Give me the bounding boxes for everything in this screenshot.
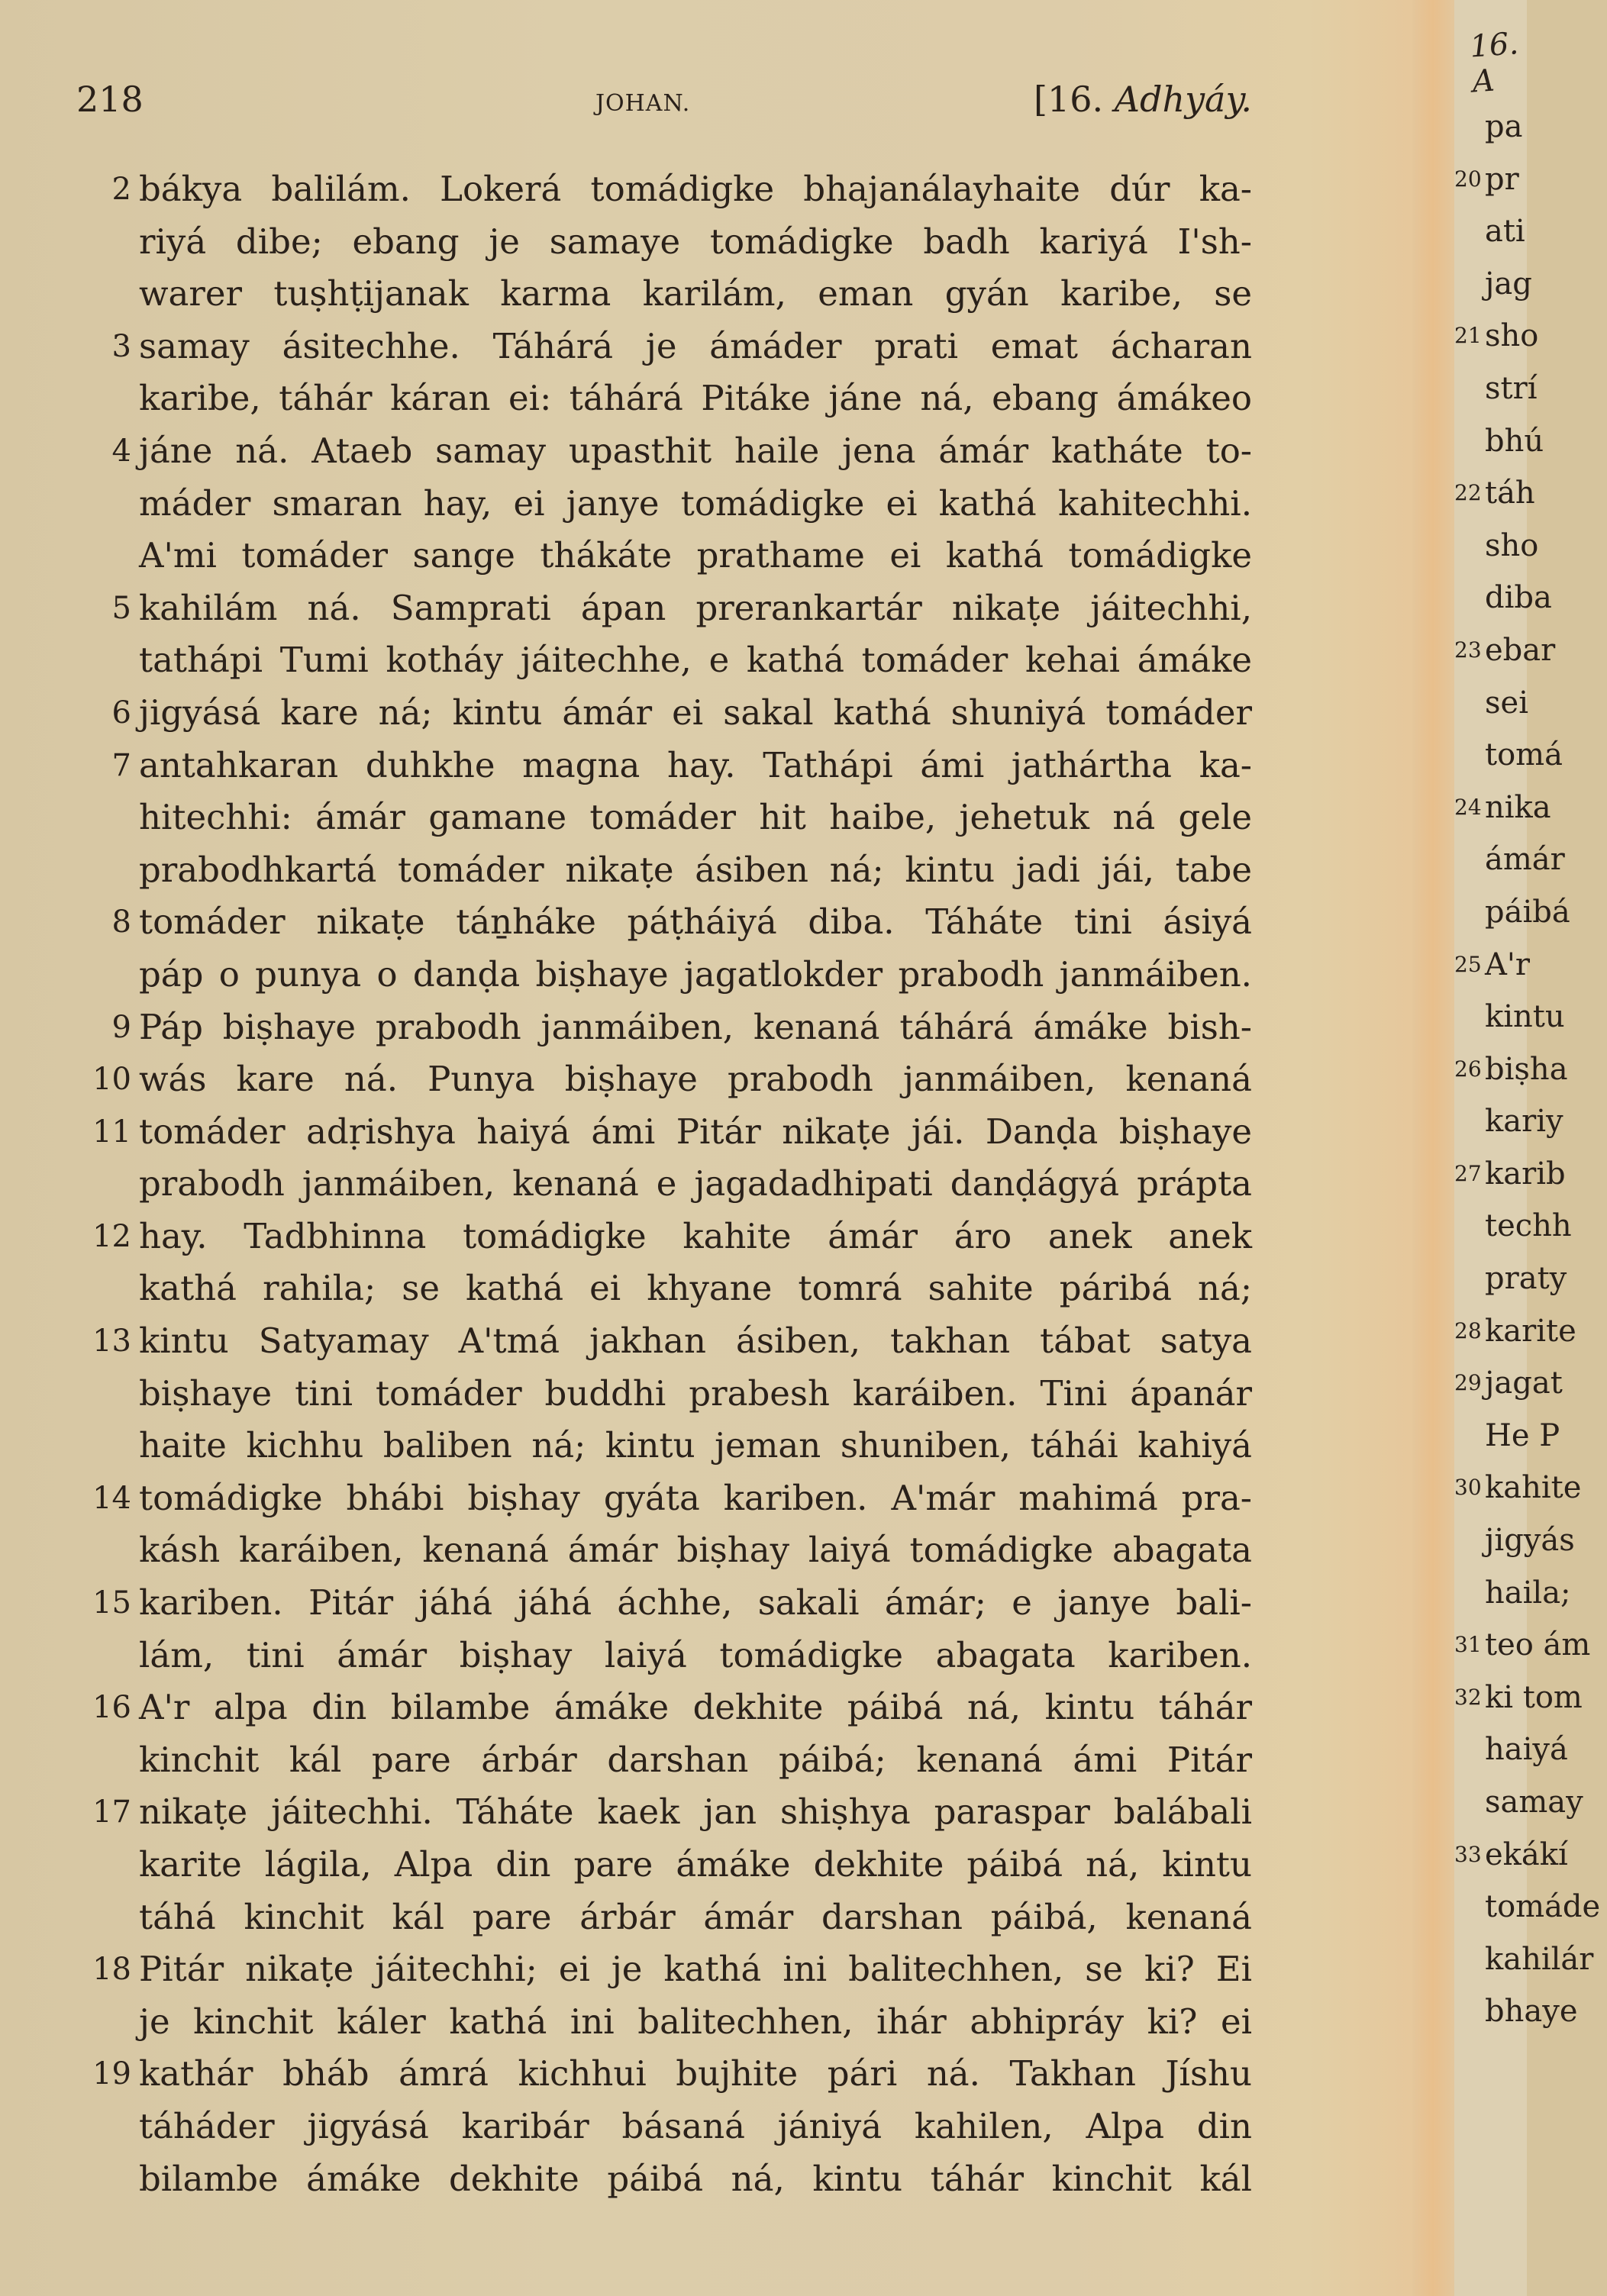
fragment-text: He P	[1485, 1417, 1560, 1453]
book-gutter	[1412, 0, 1458, 2296]
fragment-line	[1454, 1462, 1607, 1514]
fragment-line	[1454, 1200, 1607, 1253]
text-line	[92, 740, 1252, 792]
text-line	[92, 2153, 1252, 2206]
text-line	[92, 949, 1252, 1001]
fragment-text: diba	[1485, 580, 1552, 616]
right-page-lines	[1454, 101, 1607, 2038]
fragment-line	[1454, 1043, 1607, 1096]
fragment-line	[1454, 310, 1607, 363]
fragment-text: haiyá	[1485, 1732, 1568, 1768]
line-text: tathápi Tumi kotháy jáitechhe, e kathá tomáder kehai ámáke	[139, 640, 1252, 681]
line-text: wás kare ná. Punya biṣhaye prabodh janmáiben, kenaná	[139, 1059, 1252, 1100]
text-line	[92, 2101, 1252, 2153]
line-text: karite lágila, Alpa din pare ámáke dekhite páibá ná, kintu	[139, 1844, 1252, 1885]
body-text	[92, 163, 1252, 2205]
fragment-text: teo ám	[1485, 1627, 1591, 1663]
line-text: nikaṭe jáitechhi. Táháte kaek jan shiṣhya paraspar balábali	[139, 1791, 1252, 1833]
fragment-line	[1454, 1253, 1607, 1305]
text-line	[92, 530, 1252, 582]
fragment-text: samay	[1485, 1785, 1583, 1820]
line-text: lám, tini ámár biṣhay laiyá tomádigke abagata kariben.	[139, 1634, 1252, 1675]
fragment-text: sho	[1485, 527, 1539, 563]
verse-number: 29	[1454, 1370, 1482, 1396]
verse-number: 25	[1454, 951, 1482, 977]
running-title: JOHAN.	[595, 90, 691, 117]
fragment-line	[1454, 1933, 1607, 1986]
verse-number: 21	[1454, 323, 1482, 349]
fragment-line	[1454, 1357, 1607, 1410]
text-line	[92, 1996, 1252, 2049]
line-text: karibe, táhár káran ei: táhárá Pitáke jáne ná, ebang ámákeo	[139, 378, 1252, 419]
text-line	[92, 896, 1252, 949]
fragment-line	[1454, 1776, 1607, 1829]
line-text: táhá kinchit kál pare árbár ámár darshan páibá, kenaná	[139, 1896, 1252, 1937]
line-text: máder smaran hay, ei janye tomádigke ei kathá kahitechhi.	[139, 482, 1252, 524]
verse-number: 14	[92, 1480, 131, 1516]
text-line	[92, 216, 1252, 269]
verse-number: 24	[1454, 794, 1482, 820]
line-text: biṣhaye tini tomáder buddhi prabesh karáiben. Tini ápanár	[139, 1372, 1252, 1414]
fragment-line	[1454, 624, 1607, 677]
fragment-text: táh	[1485, 476, 1535, 511]
line-text: kintu Satyamay A'tmá jakhan ásiben, takhan tábat satya	[139, 1321, 1252, 1362]
line-text: kathá rahila; se kathá ei khyane tomrá sahite páribá ná;	[139, 1268, 1252, 1309]
fragment-text: haila;	[1485, 1575, 1571, 1611]
fragment-line	[1454, 729, 1607, 782]
line-text: haite kichhu baliben ná; kintu jeman shuniben, táhái kahiyá	[139, 1425, 1252, 1466]
verse-number: 23	[1454, 637, 1482, 663]
fragment-text: ebar	[1485, 632, 1556, 668]
verse-number: 10	[92, 1062, 131, 1098]
line-text: hay. Tadbhinna tomádigke kahite ámár áro anek anek	[139, 1215, 1252, 1256]
fragment-text: jagat	[1485, 1366, 1563, 1401]
fragment-line	[1454, 153, 1607, 206]
fragment-text: sho	[1485, 318, 1539, 354]
fragment-text: tomá	[1485, 737, 1563, 773]
line-text: prabodhkartá tomáder nikaṭe ásiben ná; kintu jadi jái, tabe	[139, 849, 1252, 890]
fragment-text: kahilár	[1485, 1941, 1594, 1977]
text-line	[92, 321, 1252, 373]
page-number: 218	[76, 79, 144, 120]
verse-number: 6	[111, 695, 131, 730]
verse-number: 30	[1454, 1475, 1482, 1501]
text-line	[92, 1472, 1252, 1525]
line-text: hitechhi: ámár gamane tomáder hit haibe, jehetuk ná gele	[139, 797, 1252, 838]
text-line	[92, 1682, 1252, 1734]
fragment-text: pr	[1485, 161, 1519, 197]
text-line	[92, 1211, 1252, 1263]
right-chapter-reference: 16. A	[1468, 26, 1520, 100]
verse-number: 33	[1454, 1841, 1482, 1867]
fragment-line	[1454, 886, 1607, 939]
verse-number: 8	[111, 905, 131, 940]
verse-number: 28	[1454, 1317, 1482, 1343]
line-text: bilambe ámáke dekhite páibá ná, kintu táhár kinchit kál	[139, 2158, 1252, 2199]
text-line	[92, 582, 1252, 635]
fragment-text: jigyás	[1485, 1523, 1575, 1559]
text-line	[92, 1420, 1252, 1472]
fragment-line	[1454, 520, 1607, 572]
verse-number: 4	[111, 433, 131, 469]
text-line	[92, 1053, 1252, 1106]
line-text: kariben. Pitár jáhá jáhá áchhe, sakali ámár; e janye bali-	[139, 1582, 1252, 1624]
chapter-reference	[1034, 76, 1252, 122]
fragment-line	[1454, 1148, 1607, 1201]
verse-number: 26	[1454, 1056, 1482, 1082]
fragment-line	[1454, 1095, 1607, 1148]
line-text: samay ásitechhe. Táhárá je ámáder prati emat ácharan	[139, 325, 1252, 366]
fragment-text: A'r	[1485, 946, 1531, 982]
verse-number: 12	[92, 1218, 131, 1254]
fragment-line	[1454, 572, 1607, 624]
fragment-line	[1454, 1829, 1607, 1882]
fragment-text: sei	[1485, 685, 1528, 721]
fragment-line	[1454, 363, 1607, 415]
verse-number: 31	[1454, 1632, 1482, 1658]
fragment-text: strí	[1485, 370, 1538, 406]
fragment-text: kariy	[1485, 1104, 1563, 1140]
line-text: jáne ná. Ataeb samay upasthit haile jena ámár katháte to-	[139, 430, 1252, 471]
fragment-line	[1454, 1567, 1607, 1620]
fragment-line	[1454, 101, 1607, 153]
verse-number: 20	[1454, 166, 1482, 192]
line-text: bákya balilám. Lokerá tomádigke bhajanálayhaite dúr ka-	[139, 169, 1252, 209]
fragment-line	[1454, 834, 1607, 886]
right-page-fragment	[1454, 0, 1601, 2296]
verse-number: 2	[111, 172, 131, 207]
verse-number: 11	[92, 1114, 131, 1150]
fragment-line	[1454, 677, 1607, 730]
text-line	[92, 1891, 1252, 1944]
fragment-line	[1454, 939, 1607, 992]
fragment-line	[1454, 467, 1607, 520]
fragment-line	[1454, 258, 1607, 311]
fragment-text: kintu	[1485, 999, 1565, 1035]
text-line	[92, 687, 1252, 740]
text-line	[92, 792, 1252, 844]
verse-number: 13	[92, 1324, 131, 1359]
fragment-text: karite	[1485, 1313, 1576, 1349]
verse-number: 27	[1454, 1160, 1482, 1186]
text-line	[92, 1368, 1252, 1420]
text-line	[92, 1106, 1252, 1159]
fragment-text: biṣha	[1485, 1051, 1568, 1087]
fragment-line	[1454, 1410, 1607, 1462]
fragment-line	[1454, 205, 1607, 258]
text-line	[92, 1839, 1252, 1891]
fragment-text: techh	[1485, 1208, 1572, 1244]
verse-number: 7	[111, 747, 131, 783]
fragment-line	[1454, 1985, 1607, 2038]
text-line	[92, 1577, 1252, 1630]
fragment-text: ati	[1485, 214, 1525, 250]
line-text: táháder jigyásá karibár básaná jániyá kahilen, Alpa din	[139, 2105, 1252, 2146]
line-text: tomáder adṛishya haiyá ámi Pitár nikaṭe jái. Danḍa biṣhaye	[139, 1111, 1252, 1152]
verse-number: 19	[92, 2056, 131, 2092]
verse-number: 5	[111, 590, 131, 626]
line-text: tomádigke bhábi biṣhay gyáta kariben. A'már mahimá pra-	[139, 1477, 1252, 1518]
fragment-text: pa	[1485, 109, 1523, 144]
line-text: kinchit kál pare árbár darshan páibá; kenaná ámi Pitár	[139, 1739, 1252, 1780]
text-line	[92, 268, 1252, 321]
verse-number: 18	[92, 1952, 131, 1988]
text-line	[92, 372, 1252, 425]
text-line	[92, 2048, 1252, 2101]
text-line	[92, 478, 1252, 530]
line-text: tomáder nikaṭe táṉháke páṭháiyá diba. Táháte tini ásiyá	[139, 901, 1252, 943]
text-line	[92, 1630, 1252, 1682]
line-text: Pitár nikaṭe jáitechhi; ei je kathá ini balitechhen, se ki? Ei	[139, 1949, 1252, 1990]
verse-number: 3	[111, 328, 131, 364]
fragment-line	[1454, 1724, 1607, 1776]
chapter-number: [16.	[1034, 79, 1104, 120]
verse-number: 32	[1454, 1684, 1482, 1710]
line-text: warer tuṣhṭijanak karma karilám, eman gyán karibe, se	[139, 273, 1252, 314]
fragment-text: bhú	[1485, 423, 1544, 459]
line-text: je kinchit káler kathá ini balitechhen, ihár abhipráy ki? ei	[139, 2001, 1252, 2042]
text-line	[92, 1315, 1252, 1368]
fragment-text: nika	[1485, 789, 1551, 825]
text-line	[92, 163, 1252, 216]
verse-number: 16	[92, 1690, 131, 1726]
fragment-line	[1454, 1881, 1607, 1933]
fragment-text: páibá	[1485, 894, 1570, 930]
line-text: jigyásá kare ná; kintu ámár ei sakal kathá shuniyá tomáder	[139, 692, 1252, 733]
fragment-text: tomáde	[1485, 1889, 1601, 1925]
text-line	[92, 1943, 1252, 1996]
fragment-line	[1454, 1305, 1607, 1358]
fragment-text: bhaye	[1485, 1994, 1578, 2030]
line-text: A'r alpa din bilambe ámáke dekhite páibá ná, kintu táhár	[139, 1687, 1252, 1728]
fragment-text: praty	[1485, 1261, 1567, 1297]
fragment-text: kahite	[1485, 1470, 1582, 1506]
running-head	[76, 76, 1252, 122]
text-line	[92, 844, 1252, 897]
line-text: páp o punya o danḍa biṣhaye jagatlokder prabodh janmáiben.	[139, 953, 1252, 995]
line-text: prabodh janmáiben, kenaná e jagadadhipati danḍágyá prápta	[139, 1163, 1252, 1204]
text-line	[92, 1524, 1252, 1577]
fragment-text: ekákí	[1485, 1836, 1568, 1872]
verse-number: 17	[92, 1795, 131, 1830]
line-text: A'mi tomáder sange thákáte prathame ei kathá tomádigke	[139, 535, 1252, 576]
fragment-line	[1454, 991, 1607, 1043]
line-text: antahkaran duhkhe magna hay. Tathápi ámi jathártha ka-	[139, 744, 1252, 785]
text-line	[92, 1001, 1252, 1054]
text-line	[92, 1786, 1252, 1839]
text-line	[92, 1734, 1252, 1787]
fragment-text: ki tom	[1485, 1679, 1583, 1715]
chapter-word: Adhyáy.	[1114, 79, 1252, 120]
text-line	[92, 1262, 1252, 1315]
verse-number: 15	[92, 1585, 131, 1621]
text-line	[92, 634, 1252, 687]
text-line	[92, 425, 1252, 478]
line-text: kásh karáiben, kenaná ámár biṣhay laiyá tomádigke abagata	[139, 1530, 1252, 1571]
fragment-line	[1454, 1672, 1607, 1724]
line-text: Páp biṣhaye prabodh janmáiben, kenaná táhárá ámáke bish-	[139, 1006, 1252, 1047]
verse-number: 9	[111, 1009, 131, 1045]
fragment-line	[1454, 415, 1607, 468]
verse-number: 22	[1454, 480, 1482, 506]
line-text: kathár bháb ámrá kichhui bujhite pári ná. Takhan Jíshu	[139, 2053, 1252, 2094]
fragment-text: jag	[1485, 266, 1532, 302]
fragment-line	[1454, 1514, 1607, 1567]
fragment-line	[1454, 782, 1607, 834]
fragment-text: karib	[1485, 1156, 1566, 1192]
text-line	[92, 1158, 1252, 1211]
line-text: riyá dibe; ebang je samaye tomádigke badh kariyá I'sh-	[139, 221, 1252, 262]
fragment-text: ámár	[1485, 842, 1565, 878]
line-text: kahilám ná. Samprati ápan prerankartár nikaṭe jáitechhi,	[139, 587, 1252, 628]
fragment-line	[1454, 1619, 1607, 1672]
